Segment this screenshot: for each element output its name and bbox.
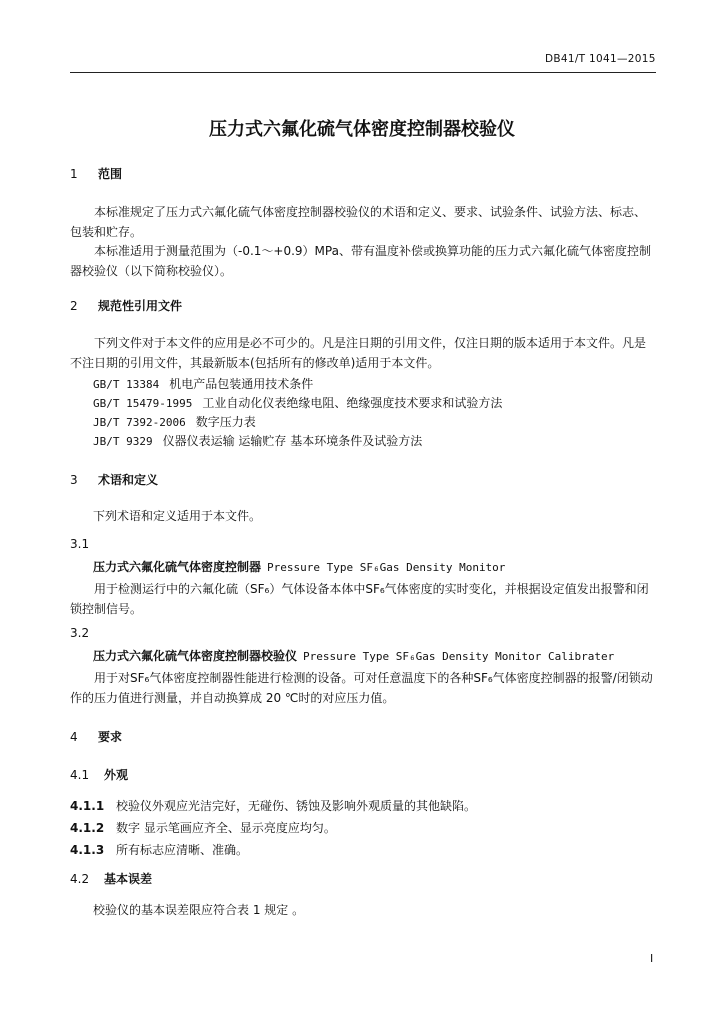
section-4-1-heading xyxy=(70,766,128,783)
reference-item xyxy=(93,375,313,392)
term-zh: 压力式六氟化硫气体密度控制器校验仪 xyxy=(93,649,298,663)
section-3-heading xyxy=(70,471,158,488)
section-title: 外观 xyxy=(104,768,129,782)
term-3-1-number: 3.1 xyxy=(70,537,90,551)
section-2-heading xyxy=(70,297,182,314)
clause-number: 4.1.1 xyxy=(70,799,105,813)
section-title: 术语和定义 xyxy=(98,473,159,487)
clause-number: 4.1.3 xyxy=(70,843,105,857)
section-title: 规范性引用文件 xyxy=(98,299,183,313)
reference-code: GB/T 15479-1995 xyxy=(93,397,193,410)
clause-item xyxy=(70,797,476,814)
term-3-2-heading xyxy=(93,647,614,664)
section-1-paragraph-1: 本标准规定了压力式六氟化硫气体密度控制器校验仪的术语和定义、要求、试验条件、试验方法、标志、包装和贮存。 xyxy=(70,205,647,239)
section-3-paragraph-1: 下列术语和定义适用于本文件。 xyxy=(93,509,262,523)
clause-item xyxy=(70,819,336,836)
header-rule xyxy=(70,72,656,73)
clause-item xyxy=(70,841,248,858)
term-en: Pressure Type SF₆Gas Density Monitor xyxy=(267,561,506,574)
section-1-paragraph-2: 本标准适用于测量范围为（-0.1～+0.9）MPa、带有温度补偿或换算功能的压力式六氟化硫气体密度控制器校验仪（以下简称校验仪）。 xyxy=(70,244,651,278)
term-3-2-number: 3.2 xyxy=(70,626,90,640)
reference-item xyxy=(93,394,502,411)
reference-title: 机电产品包装通用技术条件 xyxy=(169,377,314,391)
term-3-1-heading xyxy=(93,558,505,575)
section-4-2-heading xyxy=(70,870,152,887)
reference-code: JB/T 9329 xyxy=(93,435,153,448)
section-4-heading xyxy=(70,728,122,745)
document-title: 压力式六氟化硫气体密度控制器校验仪 xyxy=(209,119,515,140)
clause-text: 校验仪外观应光洁完好，无碰伤、锈蚀及影响外观质量的其他缺陷。 xyxy=(116,799,477,813)
reference-code: GB/T 13384 xyxy=(93,378,160,391)
term-en: Pressure Type SF₆Gas Density Monitor Calibrater xyxy=(303,650,615,663)
reference-item xyxy=(93,432,422,449)
clause-number: 4.1.2 xyxy=(70,821,105,835)
standard-code: DB41/T 1041—2015 xyxy=(545,53,656,65)
section-title: 基本误差 xyxy=(104,872,153,886)
section-title: 要求 xyxy=(98,730,123,744)
term-3-2-definition: 用于对SF₆气体密度控制器性能进行检测的设备。可对任意温度下的各种SF₆气体密度控制器的报警/闭锁动作的压力值进行测量，并自动换算成 20 ℃时的对应压力值。 xyxy=(70,671,653,705)
section-number: 4.2 xyxy=(70,872,90,886)
section-4-2-paragraph-1: 校验仪的基本误差限应符合表 1 规定 。 xyxy=(93,903,305,917)
clause-text: 数字 显示笔画应齐全、显示亮度应均匀。 xyxy=(116,821,336,835)
section-2-paragraph-1: 下列文件对于本文件的应用是必不可少的。凡是注日期的引用文件，仅注日期的版本适用于本文件。凡是不注日期的引用文件，其最新版本(包括所有的修改单)适用于本文件。 xyxy=(70,336,647,370)
reference-item xyxy=(93,413,256,430)
section-number: 4.1 xyxy=(70,768,90,782)
reference-title: 工业自动化仪表绝缘电阻、绝缘强度技术要求和试验方法 xyxy=(202,396,503,410)
clause-text: 所有标志应清晰、准确。 xyxy=(116,843,249,857)
section-1-heading xyxy=(70,165,122,182)
reference-title: 数字压力表 xyxy=(195,415,256,429)
term-3-1-definition: 用于检测运行中的六氟化硫（SF₆）气体设备本体中SF₆气体密度的实时变化，并根据设定值发出报警和闭锁控制信号。 xyxy=(70,582,649,616)
section-title: 范围 xyxy=(98,167,123,181)
term-zh: 压力式六氟化硫气体密度控制器 xyxy=(93,560,262,574)
section-number: 4 xyxy=(70,730,78,744)
section-number: 2 xyxy=(70,299,78,313)
section-number: 3 xyxy=(70,473,78,487)
reference-code: JB/T 7392-2006 xyxy=(93,416,186,429)
page-number: I xyxy=(650,952,654,965)
section-number: 1 xyxy=(70,167,78,181)
reference-title: 仪器仪表运输 运输贮存 基本环境条件及试验方法 xyxy=(162,434,423,448)
